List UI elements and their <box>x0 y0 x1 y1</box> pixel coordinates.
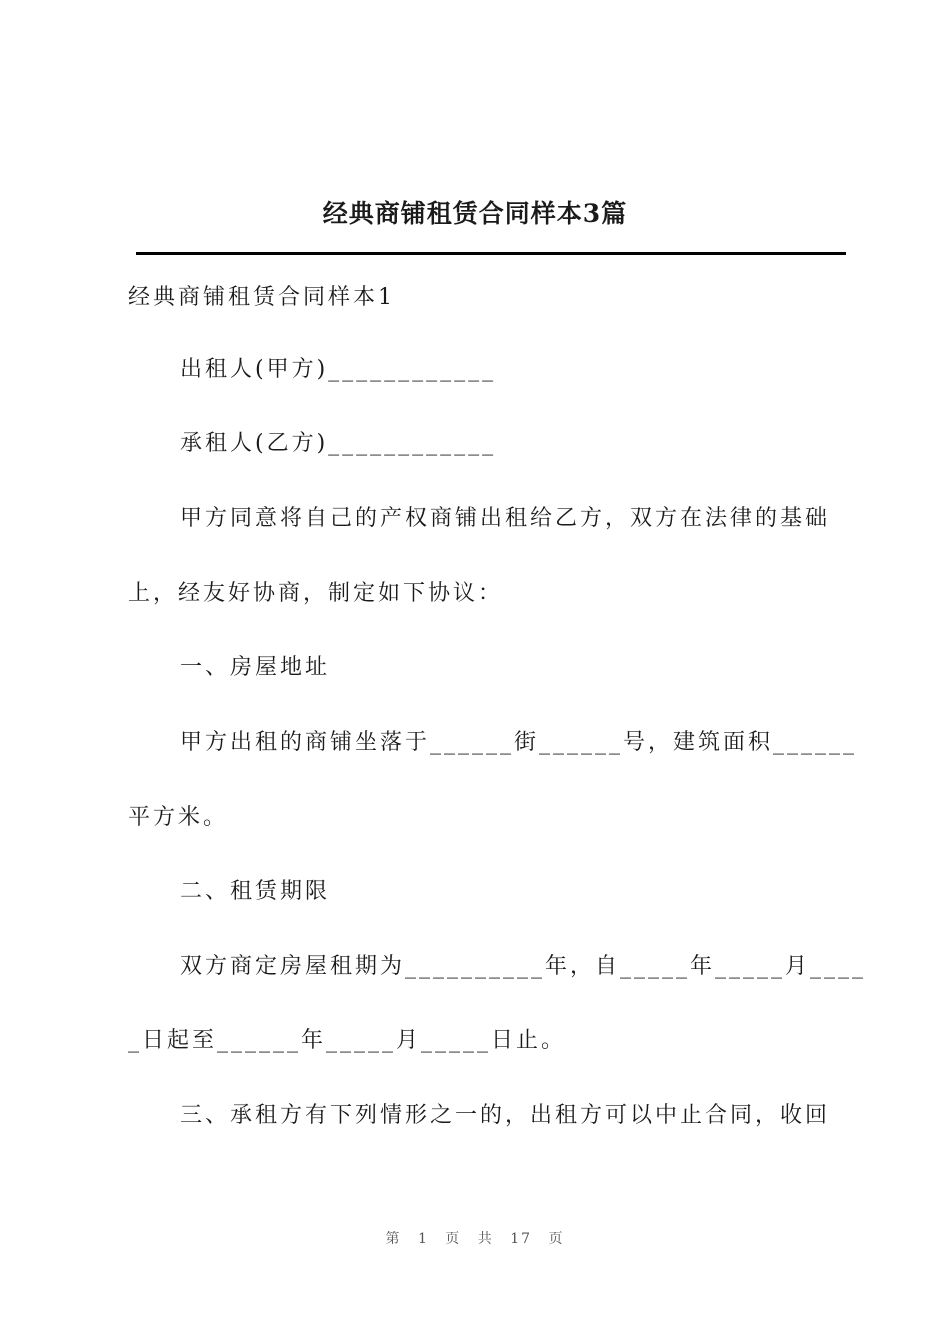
section-heading: 经典商铺租赁合同样本1 <box>128 285 395 310</box>
document-title: 经典商铺租赁合同样本3篇 <box>322 199 628 228</box>
clause-heading: 二、租赁期限 <box>180 879 331 904</box>
body-paragraph: 上，经友好协商，制定如下协议： <box>128 581 504 606</box>
lessee-line: 承租人(乙方)____________ <box>180 431 497 456</box>
clause-heading: 三、承租方有下列情形之一的，出租方可以中止合同，收回 <box>180 1103 831 1128</box>
clause-heading: 一、房屋地址 <box>180 655 331 680</box>
body-paragraph: 双方商定房屋租期为__________年，自_____年_____月____ <box>180 954 867 979</box>
body-paragraph: 甲方出租的商铺坐落于______街______号，建筑面积______ <box>180 730 858 755</box>
lessor-line: 出租人(甲方)____________ <box>180 357 497 382</box>
body-paragraph: _日起至______年_____月_____日止。 <box>128 1028 567 1053</box>
body-paragraph: 平方米。 <box>128 805 229 830</box>
body-paragraph: 甲方同意将自己的产权商铺出租给乙方，双方在法律的基础 <box>180 506 831 531</box>
page-number: 第 1 页 共 17 页 <box>385 1231 565 1247</box>
title-divider <box>136 252 846 255</box>
